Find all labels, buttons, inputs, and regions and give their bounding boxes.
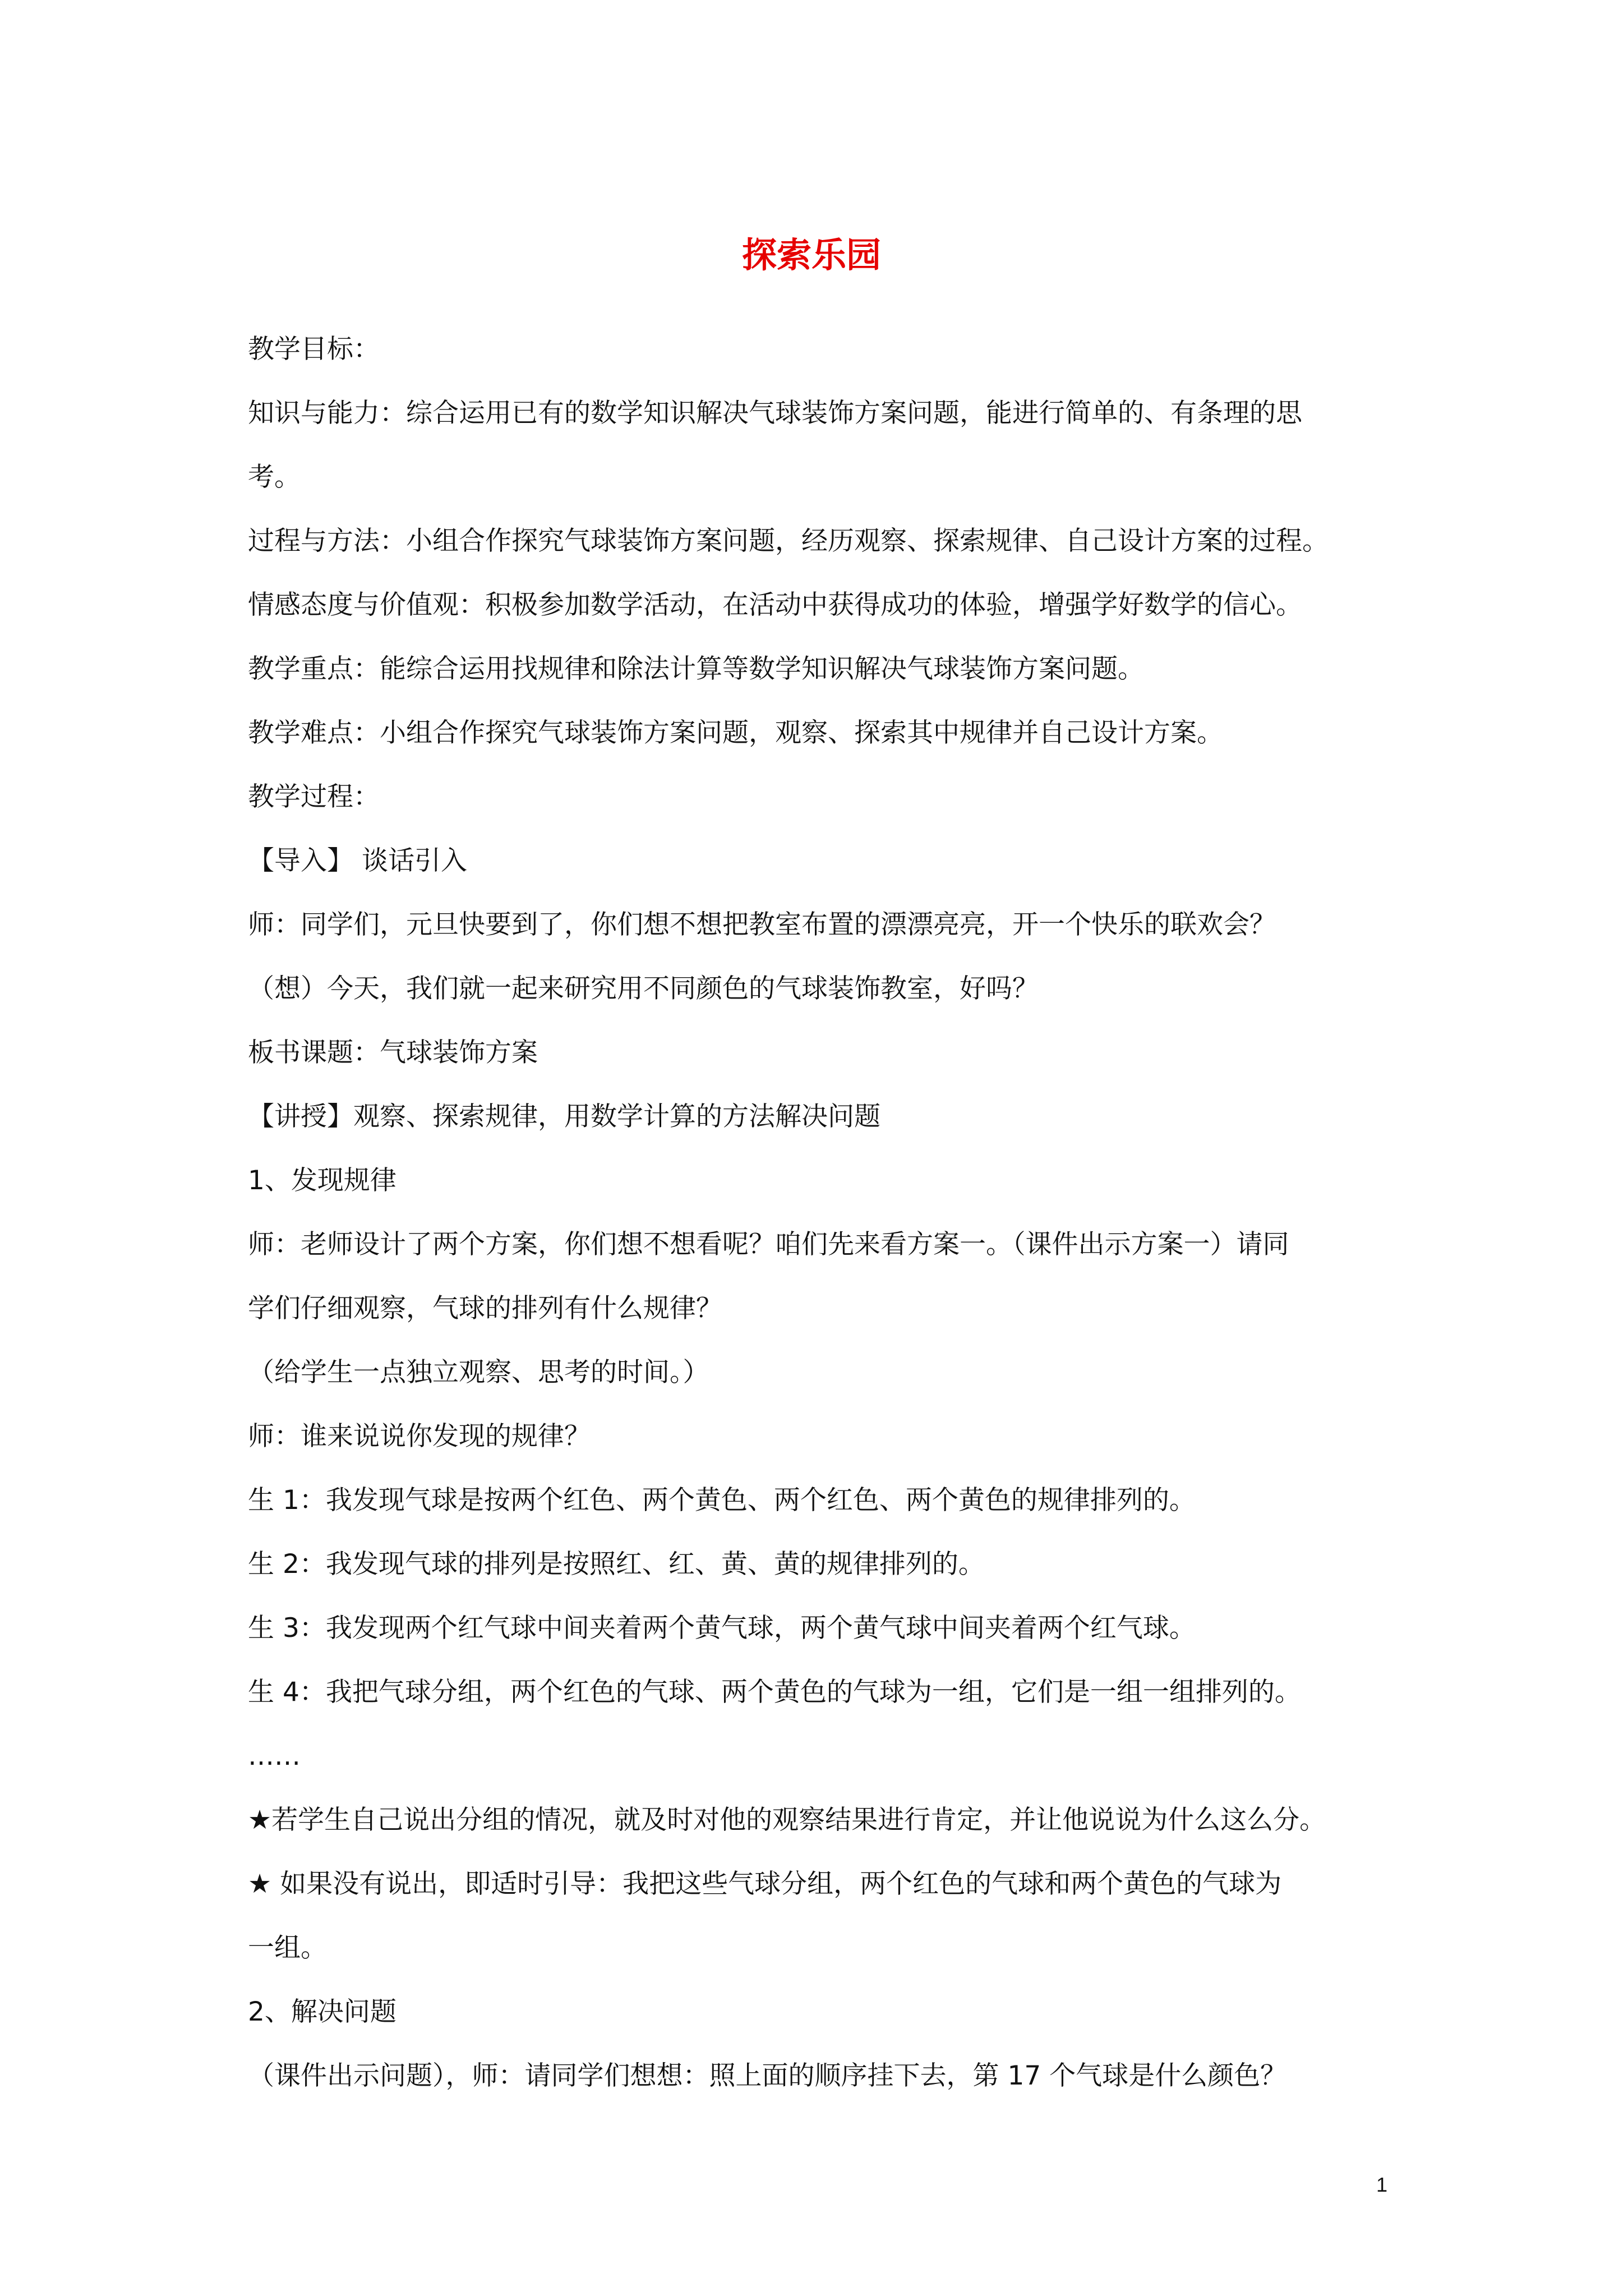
- paragraph-line: 教学重点：能综合运用找规律和除法计算等数学知识解决气球装饰方案问题。: [248, 654, 1144, 684]
- paragraph-line: （想）今天，我们就一起来研究用不同颜色的气球装饰教室，好吗？: [248, 973, 1039, 1004]
- page-number: 1: [1376, 2173, 1387, 2196]
- paragraph-line: 知识与能力：综合运用已有的数学知识解决气球装饰方案问题，能进行简单的、有条理的思: [248, 398, 1302, 429]
- paragraph-line: （给学生一点独立观察、思考的时间。）: [248, 1357, 709, 1388]
- paragraph-line: 教学难点：小组合作探究气球装饰方案问题，观察、探索其中规律并自己设计方案。: [248, 717, 1223, 748]
- paragraph-line: 过程与方法：小组合作探究气球装饰方案问题，经历观察、探索规律、自己设计方案的过程。: [248, 526, 1329, 556]
- paragraph-line: 学们仔细观察，气球的排列有什么规律？: [248, 1293, 722, 1324]
- paragraph-line: 师：同学们，元旦快要到了，你们想不想把教室布置的漂漂亮亮，开一个快乐的联欢会？: [248, 909, 1276, 940]
- paragraph-line: 生 1：我发现气球是按两个红色、两个黄色、两个红色、两个黄色的规律排列的。: [248, 1485, 1196, 1516]
- paragraph-line: 1、发现规律: [248, 1165, 396, 1196]
- paragraph-line: 情感态度与价值观：积极参加数学活动，在活动中获得成功的体验，增强学好数学的信心。: [248, 590, 1302, 620]
- paragraph-line: （课件出示问题），师：请同学们想想：照上面的顺序挂下去，第 17 个气球是什么颜色？: [248, 2060, 1287, 2091]
- paragraph-line: ……: [248, 1741, 301, 1772]
- paragraph-line: 生 3：我发现两个红气球中间夹着两个黄气球，两个黄气球中间夹着两个红气球。: [248, 1613, 1196, 1644]
- paragraph-line: 考。: [248, 462, 301, 493]
- paragraph-line: 2、解决问题: [248, 1996, 396, 2027]
- document-body: [248, 331, 1392, 2122]
- paragraph-line: 【导入】 谈话引入: [248, 845, 467, 876]
- paragraph-line: ★ 如果没有说出，即适时引导：我把这些气球分组，两个红色的气球和两个黄色的气球为: [248, 1869, 1282, 1899]
- paragraph-line: 生 2：我发现气球的排列是按照红、红、黄、黄的规律排列的。: [248, 1549, 985, 1580]
- paragraph-line: 教学过程：: [248, 781, 380, 812]
- paragraph-line: 师：谁来说说你发现的规律？: [248, 1421, 591, 1452]
- paragraph-line: 【讲授】观察、探索规律，用数学计算的方法解决问题: [248, 1101, 880, 1132]
- paragraph-line: 师：老师设计了两个方案，你们想不想看呢？咱们先来看方案一。（课件出示方案一）请同: [248, 1229, 1289, 1260]
- paragraph-line: 教学目标：: [248, 334, 380, 365]
- paragraph-line: ★若学生自己说出分组的情况，就及时对他的观察结果进行肯定，并让他说说为什么这么分。: [248, 1805, 1326, 1835]
- paragraph-line: 板书课题：气球装饰方案: [248, 1037, 538, 1068]
- paragraph-line: 生 4：我把气球分组，两个红色的气球、两个黄色的气球为一组，它们是一组一组排列的。: [248, 1677, 1301, 1708]
- paragraph-line: 一组。: [248, 1932, 327, 1963]
- document-title: 探索乐园: [741, 234, 881, 275]
